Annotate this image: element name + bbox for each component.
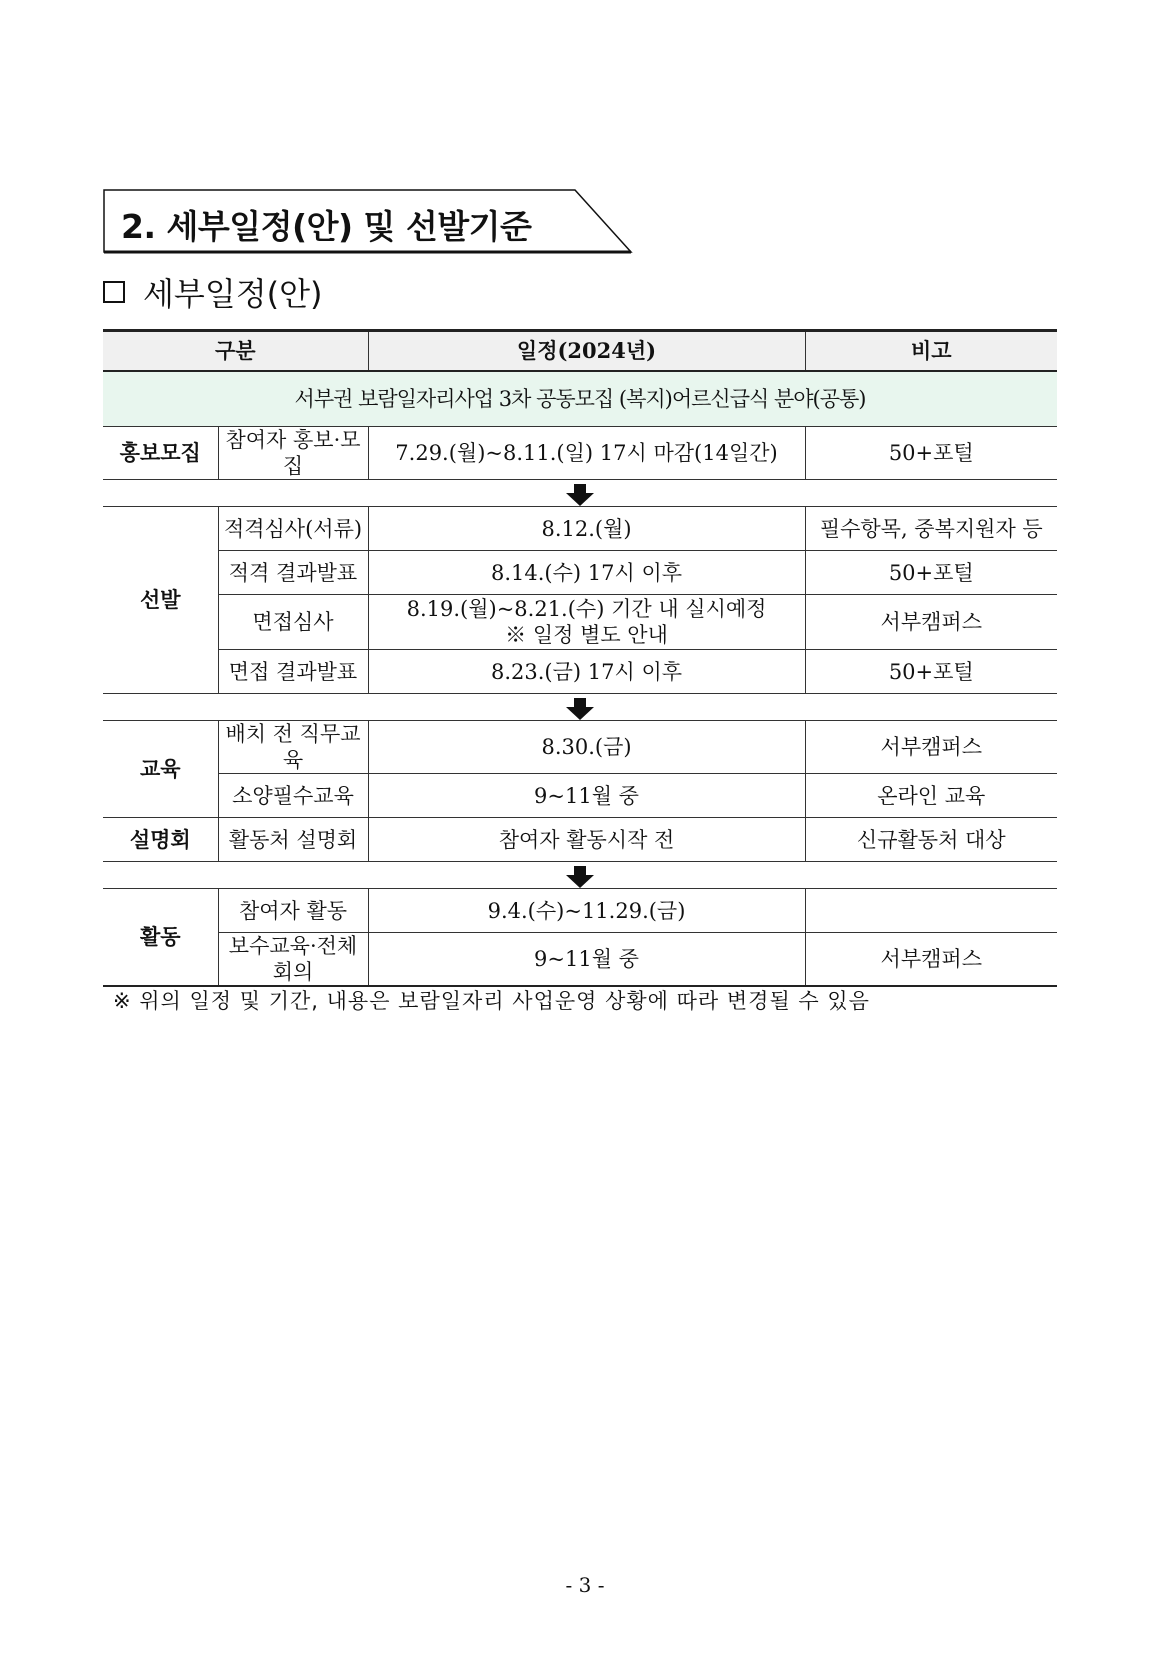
item-cell: 참여자 홍보·모집 <box>218 427 368 480</box>
recruit-banner-row <box>103 371 1057 427</box>
item-cell: 면접 결과발표 <box>218 650 368 694</box>
schedule-cell: 8.12.(월) <box>368 507 805 551</box>
item-cell: 소양필수교육 <box>218 774 368 818</box>
table-row <box>103 507 1057 551</box>
schedule-cell: 9.4.(수)~11.29.(금) <box>368 889 805 933</box>
section-title-box <box>103 189 633 255</box>
schedule-cell: 참여자 활동시작 전 <box>368 818 805 862</box>
schedule-cell: 7.29.(월)~8.11.(일) 17시 마감(14일간) <box>368 427 805 480</box>
schedule-subnote: ※ 일정 별도 안내 <box>505 623 668 647</box>
schedule-line: 8.19.(월)~8.21.(수) 기간 내 실시예정 <box>406 597 767 621</box>
flow-arrow-row <box>103 862 1057 889</box>
note-cell: 서부캠퍼스 <box>805 721 1057 774</box>
table-row <box>103 721 1057 774</box>
item-cell: 활동처 설명회 <box>218 818 368 862</box>
item-cell: 적격 결과발표 <box>218 551 368 595</box>
table-row <box>103 650 1057 694</box>
flow-arrow-row <box>103 480 1057 507</box>
item-cell: 참여자 활동 <box>218 889 368 933</box>
note-cell: 신규활동처 대상 <box>805 818 1057 862</box>
category-cell: 홍보모집 <box>103 427 218 480</box>
table-row <box>103 774 1057 818</box>
subheading-text: 세부일정(안) <box>143 275 323 313</box>
table-row <box>103 595 1057 650</box>
table-row <box>103 933 1057 987</box>
note-cell: 온라인 교육 <box>805 774 1057 818</box>
table-row <box>103 551 1057 595</box>
down-arrow-icon <box>565 866 595 888</box>
note-cell: 50+포털 <box>805 650 1057 694</box>
item-cell: 배치 전 직무교육 <box>218 721 368 774</box>
category-cell: 선발 <box>103 507 218 694</box>
note-cell: 50+포털 <box>805 427 1057 480</box>
table-row <box>103 818 1057 862</box>
note-cell: 50+포털 <box>805 551 1057 595</box>
down-arrow-icon <box>565 698 595 720</box>
page-number: - 3 - <box>565 1573 605 1597</box>
schedule-cell: 8.23.(금) 17시 이후 <box>368 650 805 694</box>
category-cell: 활동 <box>103 889 218 987</box>
item-cell: 면접심사 <box>218 595 368 650</box>
schedule-cell: 9~11월 중 <box>368 774 805 818</box>
schedule-cell: 9~11월 중 <box>368 933 805 987</box>
table-row <box>103 889 1057 933</box>
section-title: 2. 세부일정(안) 및 선발기준 <box>121 207 532 246</box>
flow-arrow-row <box>103 694 1057 721</box>
header-schedule: 일정(2024년) <box>368 331 805 372</box>
item-cell: 적격심사(서류) <box>218 507 368 551</box>
item-cell: 보수교육·전체회의 <box>218 933 368 987</box>
header-category: 구분 <box>103 331 368 372</box>
note-cell: 서부캠퍼스 <box>805 595 1057 650</box>
note-cell: 필수항목, 중복지원자 등 <box>805 507 1057 551</box>
schedule-table <box>103 329 1057 987</box>
schedule-cell: 8.30.(금) <box>368 721 805 774</box>
table-header-row <box>103 331 1057 372</box>
note-cell <box>805 889 1057 933</box>
subheading <box>103 272 323 312</box>
note-cell: 서부캠퍼스 <box>805 933 1057 987</box>
schedule-cell <box>368 595 805 650</box>
header-note: 비고 <box>805 331 1057 372</box>
recruit-banner: 서부권 보람일자리사업 3차 공동모집 (복지)어르신급식 분야(공통) <box>103 371 1057 427</box>
category-cell: 교육 <box>103 721 218 818</box>
down-arrow-icon <box>565 484 595 506</box>
square-bullet-icon <box>103 281 125 303</box>
table-row <box>103 427 1057 480</box>
footnote: ※ 위의 일정 및 기간, 내용은 보람일자리 사업운영 상황에 따라 변경될 수 있음 <box>113 989 870 1013</box>
category-cell: 설명회 <box>103 818 218 862</box>
schedule-cell: 8.14.(수) 17시 이후 <box>368 551 805 595</box>
